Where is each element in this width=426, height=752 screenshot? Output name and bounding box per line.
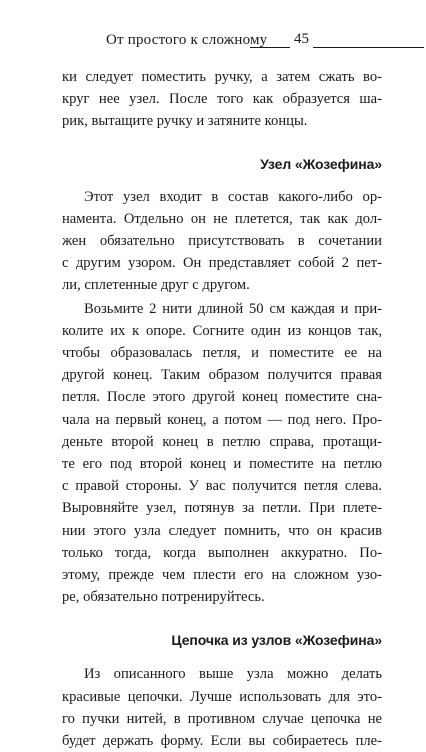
page-body bbox=[62, 66, 382, 752]
text-line: колите их к опоре. Согните один из концов так, bbox=[62, 322, 382, 339]
text-line: намента. Отдельно он не плетется, так как дол- bbox=[62, 210, 382, 227]
text-line: те его под второй конец и поместите на петлю bbox=[62, 456, 382, 473]
text-line: ли, сплетенные друг с другом. bbox=[62, 277, 250, 294]
paragraph-josephine-description bbox=[62, 186, 382, 297]
text-line: с правой стороны. У вас получится петля слева. bbox=[62, 478, 382, 495]
section-heading-josephine-knot: Узел «Жозефина» bbox=[260, 155, 382, 172]
text-line: другой конец. Таким образом получится правая bbox=[62, 367, 382, 384]
running-header bbox=[88, 32, 424, 52]
text-line: Этот узел входит в состав какого-либо ор- bbox=[84, 188, 382, 205]
text-line: ки следует поместить ручку, а затем сжать во- bbox=[62, 69, 382, 85]
text-line: этому, прежде чем плести его на сложном узо- bbox=[62, 567, 382, 584]
text-line: рик, вытащите ручку и затяните концы. bbox=[62, 113, 308, 130]
text-line: ре, обязательно потренируйтесь. bbox=[62, 589, 265, 606]
text-line: Возьмите 2 нити длиной 50 см каждая и при- bbox=[84, 300, 382, 317]
text-line: красивые цепочки. Лучше использовать для это- bbox=[62, 688, 382, 705]
text-line: чала на первый конец, а потом — под него. Про- bbox=[62, 411, 382, 428]
text-line: жен обязательно присутствовать в сочетании bbox=[62, 233, 382, 250]
paragraph-josephine-chain bbox=[62, 663, 382, 752]
header-rule bbox=[250, 47, 424, 48]
text-line: нии этого узла следует помнить, что он красив bbox=[62, 522, 382, 539]
text-line: с другим узором. Он представляет собой 2 пет- bbox=[62, 255, 382, 272]
text-line: Выровняйте узел, потянув за петли. При плете- bbox=[62, 500, 382, 517]
section-heading-josephine-chain: Цепочка из узлов «Жозефина» bbox=[171, 632, 382, 649]
text-line: деньте второй конец в петлю справа, протащи- bbox=[62, 433, 382, 450]
text-line: петля. После этого другой конец поместите сна- bbox=[62, 389, 382, 406]
text-line: Из описанного выше узла можно делать bbox=[84, 666, 382, 683]
text-line: го пучки нитей, в противном случае цепочка не bbox=[62, 710, 382, 727]
text-line: круг нее узел. После того как образуется ша- bbox=[62, 91, 382, 108]
page-number: 45 bbox=[290, 31, 313, 48]
paragraph-josephine-instructions bbox=[62, 298, 382, 609]
running-header-title: От простого к сложному bbox=[106, 32, 268, 48]
text-line: чтобы образовалась петля, и поместите ее на bbox=[62, 345, 382, 362]
text-line: будет держать форму. Если вы собираетесь пле- bbox=[62, 733, 382, 750]
intro-paragraph bbox=[62, 66, 382, 133]
text-line: только тогда, когда выполнен аккуратно. По- bbox=[62, 544, 382, 561]
